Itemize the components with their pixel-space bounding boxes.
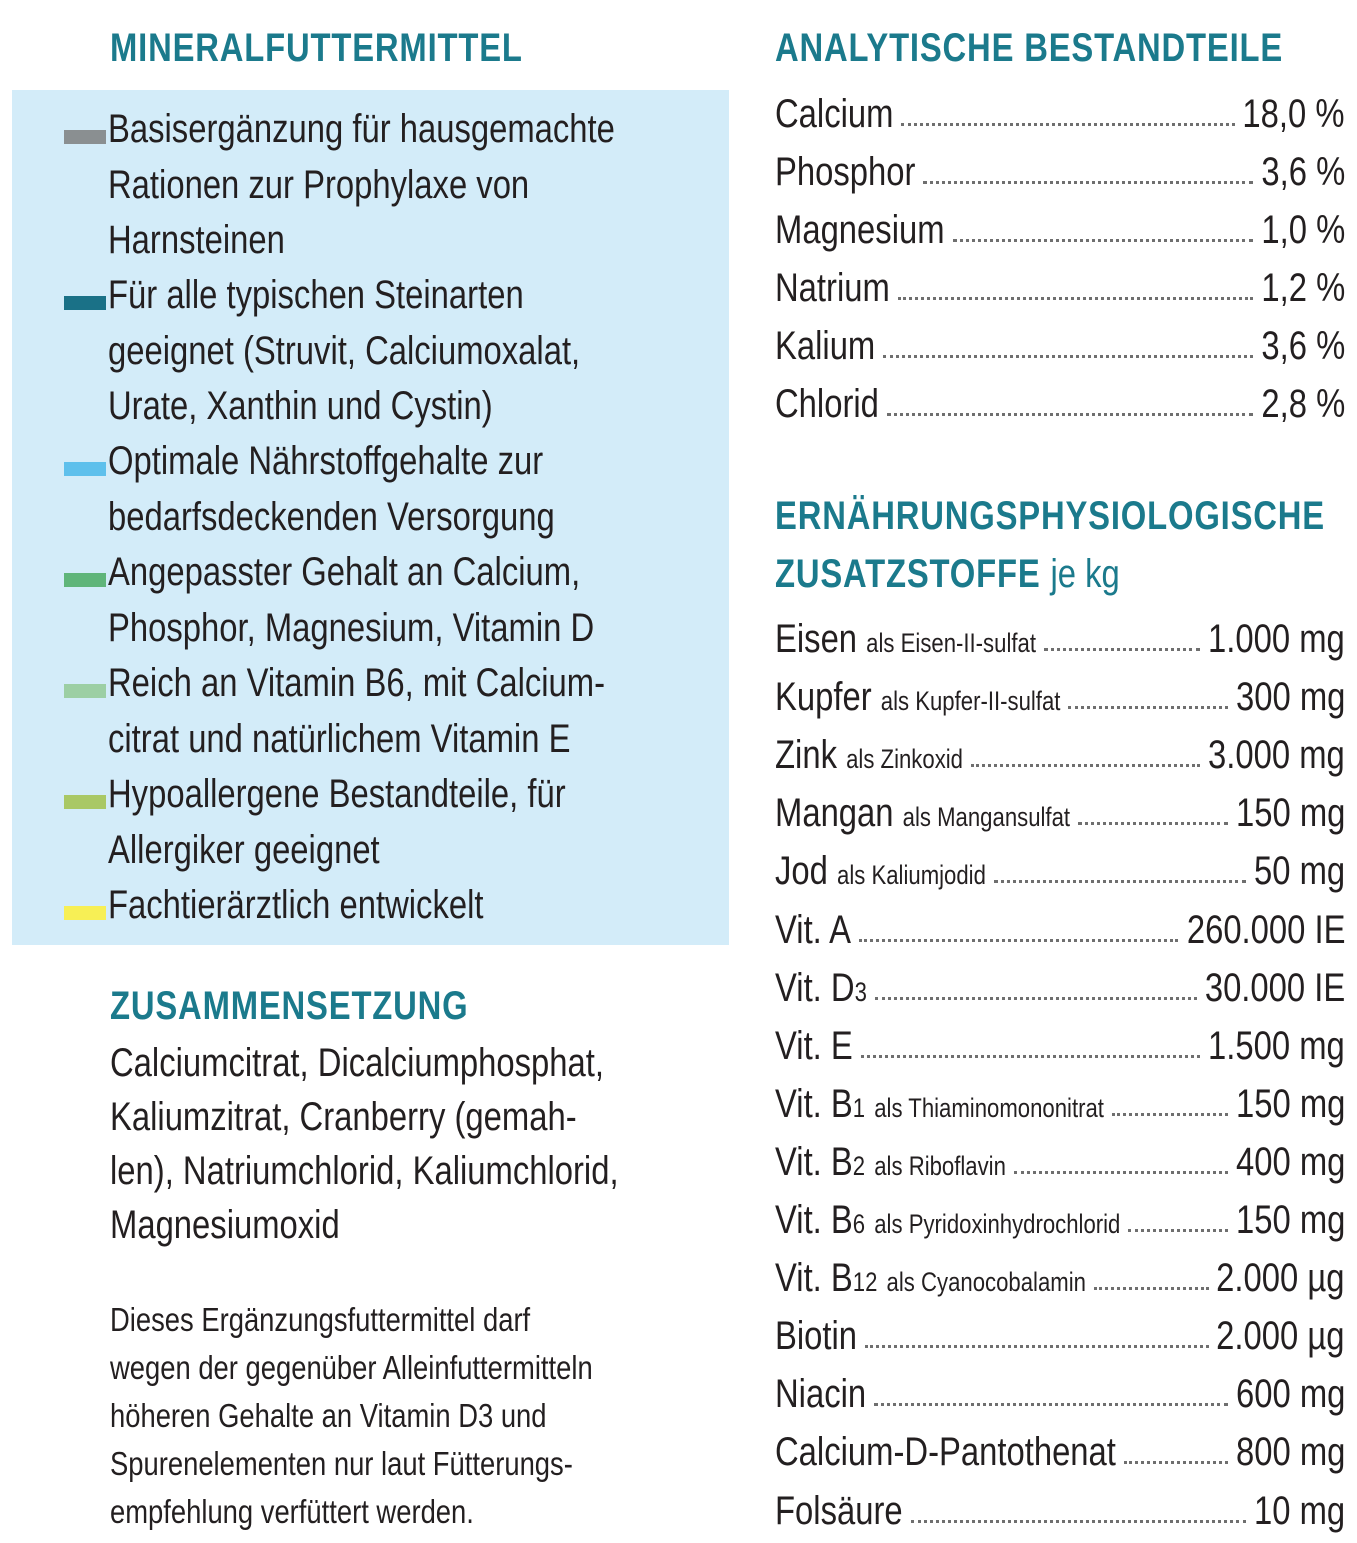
row-value: 800 mg bbox=[1235, 1430, 1345, 1475]
table-row bbox=[775, 898, 1345, 956]
row-label bbox=[775, 619, 1036, 659]
feature-text: Für alle typischen Steinarten geeignet (Struvit, Calciumoxalat, Urate, Xanthin und Cystin) bbox=[108, 273, 581, 428]
row-label-detail: als Kaliumjodid bbox=[837, 860, 986, 891]
row-label-main: Biotin bbox=[775, 1314, 858, 1359]
table-row bbox=[775, 140, 1345, 198]
additives-heading: ERNÄHRUNGSPHYSIOLOGISCHE bbox=[775, 494, 1326, 538]
analytic-heading: ANALYTISCHE BESTANDTEILE bbox=[775, 26, 1284, 70]
dot-leader bbox=[1014, 1171, 1228, 1174]
row-label-detail: als Pyridoxinhydrochlorid bbox=[874, 1209, 1121, 1239]
row-value: 2.000 µg bbox=[1216, 1314, 1345, 1359]
feature-box bbox=[12, 90, 729, 945]
feature-text: Optimale Nährstoffgehalte zur bedarfsdeckenden Versorgung bbox=[108, 439, 555, 539]
row-label-main: Folsäure bbox=[775, 1488, 903, 1533]
dot-leader bbox=[901, 123, 1234, 126]
row-value: 18,0 % bbox=[1242, 92, 1345, 136]
row-label bbox=[775, 1081, 1104, 1126]
row-value: 3,6 % bbox=[1261, 324, 1345, 368]
row-value: 150 mg bbox=[1235, 1198, 1345, 1242]
bullet-swatch-icon bbox=[64, 684, 106, 698]
row-label-main: Vit. D bbox=[775, 965, 855, 1010]
additives-heading-main: ZUSATZSTOFFE bbox=[775, 552, 1041, 596]
row-value: 260.000 IE bbox=[1186, 907, 1345, 952]
row-label: Chlorid bbox=[775, 382, 879, 426]
row-label: Kalium bbox=[775, 324, 876, 368]
row-label bbox=[775, 1023, 853, 1068]
table-row bbox=[775, 198, 1345, 256]
row-label bbox=[775, 791, 1071, 836]
additives-heading-line2 bbox=[775, 552, 1120, 597]
table-row bbox=[775, 1420, 1345, 1478]
row-label-main: Kupfer bbox=[775, 675, 872, 720]
dot-leader bbox=[874, 1403, 1227, 1406]
table-row bbox=[775, 1362, 1345, 1420]
table-row bbox=[775, 607, 1345, 665]
row-value: 30.000 IE bbox=[1204, 965, 1345, 1010]
dot-leader bbox=[953, 239, 1254, 242]
row-label: Magnesium bbox=[775, 208, 945, 252]
row-label-main: Zink bbox=[775, 733, 837, 778]
dot-leader bbox=[861, 1055, 1200, 1058]
row-value: 10 mg bbox=[1253, 1488, 1345, 1533]
row-value: 300 mg bbox=[1235, 675, 1345, 720]
table-row bbox=[775, 1304, 1345, 1362]
row-label bbox=[775, 1430, 1116, 1475]
table-row bbox=[775, 839, 1345, 897]
row-label: Phosphor bbox=[775, 150, 916, 194]
feature-text: Hypoallergene Bestandteile, für Allergiker geeignet bbox=[108, 772, 566, 872]
row-value: 1,2 % bbox=[1261, 266, 1345, 310]
row-label-main: Vit. E bbox=[775, 1023, 853, 1068]
row-label bbox=[775, 1488, 903, 1533]
dot-leader bbox=[865, 1345, 1209, 1348]
row-label-subscript: 1 bbox=[852, 1092, 866, 1123]
table-row bbox=[775, 372, 1345, 430]
row-label-subscript: 3 bbox=[854, 976, 867, 1007]
additives-heading-suffix: je kg bbox=[1050, 552, 1120, 596]
row-label-subscript: 6 bbox=[852, 1209, 866, 1239]
table-row bbox=[775, 1014, 1345, 1072]
table-row bbox=[775, 82, 1345, 140]
row-label-detail: als Eisen-II-sulfat bbox=[866, 628, 1036, 658]
row-label-detail: als Kupfer-II-sulfat bbox=[880, 686, 1061, 717]
dot-leader bbox=[898, 297, 1253, 300]
table-row bbox=[775, 665, 1345, 723]
row-label bbox=[775, 907, 851, 952]
dot-leader bbox=[883, 355, 1253, 358]
row-label-main: Vit. A bbox=[775, 907, 851, 952]
row-value: 2.000 µg bbox=[1216, 1256, 1345, 1301]
table-row bbox=[775, 1246, 1345, 1304]
bullet-swatch-icon bbox=[64, 462, 106, 476]
bullet-swatch-icon bbox=[64, 130, 106, 144]
feature-text: Angepasster Gehalt an Calcium, Phosphor, Magnesium, Vitamin D bbox=[108, 550, 595, 650]
row-label-subscript: 2 bbox=[852, 1150, 866, 1181]
row-label bbox=[775, 1139, 1006, 1184]
row-label-main: Vit. B bbox=[775, 1256, 853, 1301]
dot-leader bbox=[1124, 1461, 1228, 1464]
bullet-swatch-icon bbox=[64, 906, 106, 920]
row-value: 150 mg bbox=[1235, 1081, 1345, 1126]
dot-leader bbox=[1128, 1229, 1227, 1232]
row-label bbox=[775, 1200, 1120, 1240]
row-label bbox=[775, 965, 867, 1010]
table-row bbox=[775, 314, 1345, 372]
composition-heading: ZUSAMMENSETZUNG bbox=[110, 984, 469, 1028]
row-value: 50 mg bbox=[1253, 849, 1345, 894]
row-value: 400 mg bbox=[1235, 1139, 1345, 1184]
dot-leader bbox=[923, 181, 1253, 184]
dot-leader bbox=[1094, 1287, 1209, 1290]
row-value: 3,6 % bbox=[1261, 150, 1345, 194]
row-label-main: Jod bbox=[775, 849, 828, 894]
table-row bbox=[775, 1072, 1345, 1130]
row-label-main: Mangan bbox=[775, 791, 894, 836]
table-row bbox=[775, 781, 1345, 839]
row-label bbox=[775, 1372, 867, 1417]
row-label: Natrium bbox=[775, 266, 890, 310]
dot-leader bbox=[887, 413, 1253, 416]
row-label-main: Vit. B bbox=[775, 1139, 853, 1184]
row-label bbox=[775, 849, 986, 894]
row-label-detail: als Mangansulfat bbox=[902, 802, 1071, 833]
table-row bbox=[775, 1188, 1345, 1246]
row-value: 2,8 % bbox=[1261, 382, 1345, 426]
dot-leader bbox=[971, 764, 1200, 767]
row-label-detail: als Cyanocobalamin bbox=[886, 1267, 1086, 1298]
row-label bbox=[775, 733, 963, 778]
row-label-detail: als Thiaminomononitrat bbox=[874, 1092, 1104, 1123]
dot-leader bbox=[1068, 706, 1227, 709]
row-label-detail: als Zinkoxid bbox=[846, 744, 963, 775]
row-value: 600 mg bbox=[1235, 1372, 1345, 1417]
bullet-swatch-icon bbox=[64, 573, 106, 587]
dot-leader bbox=[875, 997, 1197, 1000]
table-row bbox=[775, 256, 1345, 314]
row-label: Calcium bbox=[775, 92, 894, 136]
row-label-subscript: 12 bbox=[852, 1267, 878, 1298]
table-row bbox=[775, 723, 1345, 781]
row-value: 3.000 mg bbox=[1208, 733, 1345, 778]
row-label-main: Niacin bbox=[775, 1372, 867, 1417]
row-value: 1,0 % bbox=[1261, 208, 1345, 252]
mineral-heading: MINERALFUTTERMITTEL bbox=[110, 26, 523, 70]
table-row bbox=[775, 1130, 1345, 1188]
row-label-main: Vit. B bbox=[775, 1198, 853, 1242]
row-label-main: Vit. B bbox=[775, 1081, 853, 1126]
feature-text: Fachtierärztlich entwickelt bbox=[108, 883, 484, 927]
row-label bbox=[775, 1256, 1086, 1301]
dot-leader bbox=[994, 880, 1246, 883]
dot-leader bbox=[1078, 822, 1228, 825]
row-value: 150 mg bbox=[1235, 791, 1345, 836]
row-label-detail: als Riboflavin bbox=[874, 1150, 1006, 1181]
dot-leader bbox=[859, 939, 1178, 942]
table-row bbox=[775, 956, 1345, 1014]
composition-note: Dieses Ergänzungsfuttermittel darf wegen der gegenüber Alleinfuttermitteln höheren Gehalte an Vitamin D3 und Spurenelementen nur laut Fütterungs- empfehlung verfüttert werden. bbox=[110, 1301, 593, 1530]
feature-text: Reich an Vitamin B6, mit Calcium- citrat und natürlichem Vitamin E bbox=[108, 661, 606, 761]
dot-leader bbox=[1044, 648, 1200, 651]
bullet-swatch-icon bbox=[64, 296, 106, 310]
dot-leader bbox=[1112, 1113, 1228, 1116]
row-label bbox=[775, 1314, 858, 1359]
row-label-main: Eisen bbox=[775, 617, 858, 661]
row-value: 1.000 mg bbox=[1208, 617, 1345, 661]
table-row bbox=[775, 1479, 1345, 1537]
feature-text: Basisergänzung für hausgemachte Rationen zur Prophylaxe von Harnsteinen bbox=[108, 107, 615, 262]
composition-text: Calciumcitrat, Dicalciumphosphat, Kaliumzitrat, Cranberry (gemah- len), Natriumchlorid, Kaliumchlorid, Magnesiumoxid bbox=[110, 1041, 619, 1247]
dot-leader bbox=[911, 1520, 1246, 1523]
row-label-main: Calcium-D-Pantothenat bbox=[775, 1430, 1116, 1475]
row-label bbox=[775, 675, 1061, 720]
row-value: 1.500 mg bbox=[1208, 1023, 1345, 1068]
bullet-swatch-icon bbox=[64, 795, 106, 809]
